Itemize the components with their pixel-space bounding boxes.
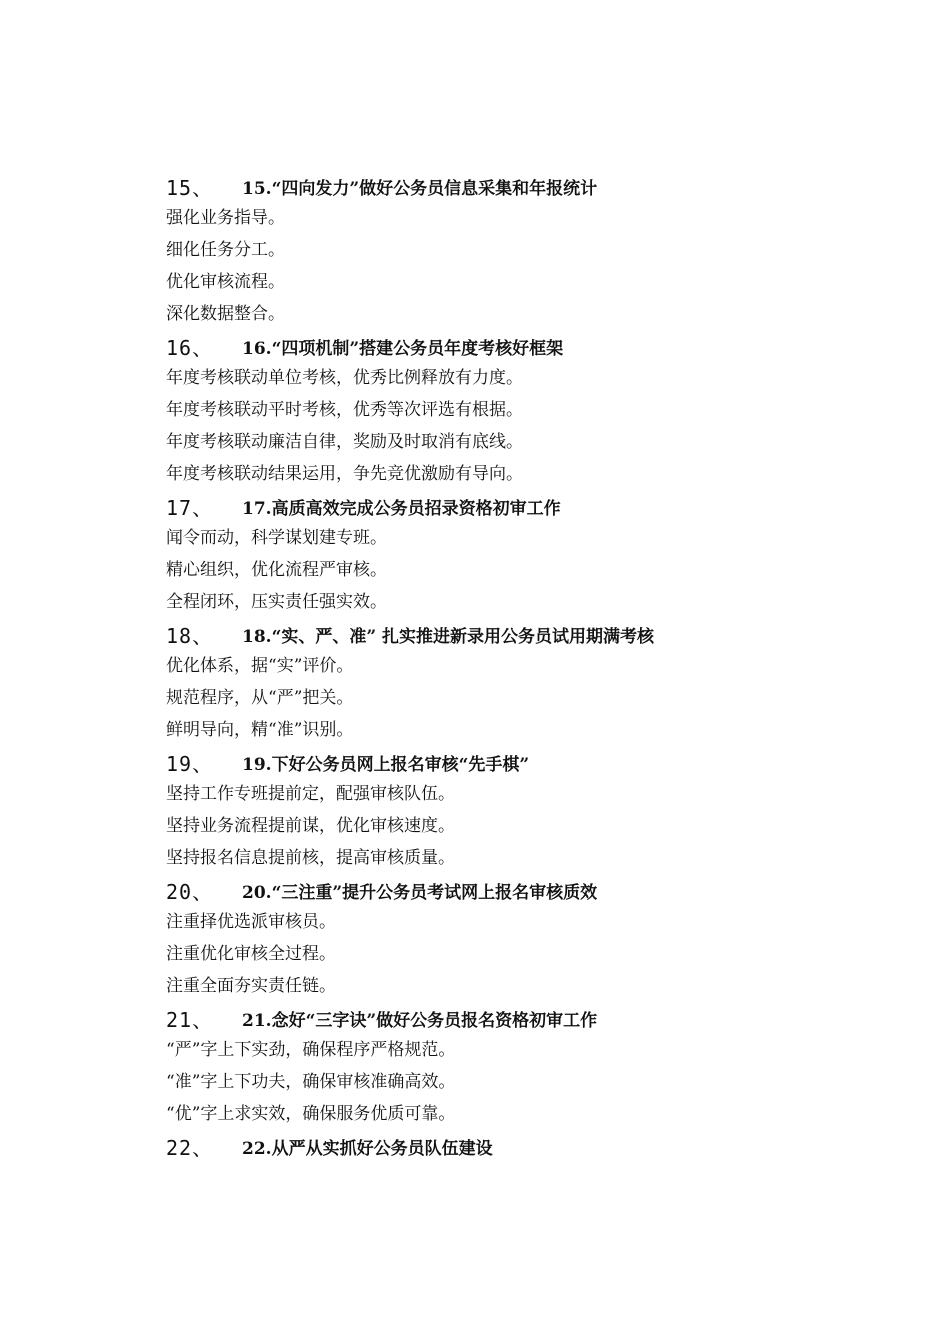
- list-item: 年度考核联动平时考核，优秀等次评选有根据。: [166, 400, 523, 420]
- section-heading: [166, 618, 886, 650]
- section-title: 15.“四向发力”做好公务员信息采集和年报统计: [242, 178, 598, 199]
- list-item: 细化任务分工。: [166, 240, 285, 260]
- document-page: [166, 170, 886, 1162]
- section-heading: [166, 490, 886, 522]
- list-item: 年度考核联动单位考核，优秀比例释放有力度。: [166, 368, 523, 388]
- section-number: 18、: [166, 623, 214, 648]
- section-title: 19.下好公务员网上报名审核“先手棋”: [242, 754, 530, 775]
- section-number: 21、: [166, 1007, 214, 1032]
- list-item: 优化体系，据“实”评价。: [166, 656, 354, 676]
- list-item: 强化业务指导。: [166, 208, 285, 228]
- section-title: 16.“四项机制”搭建公务员年度考核好框架: [242, 338, 564, 359]
- section-22: [166, 1130, 886, 1162]
- list-item: 优化审核流程。: [166, 272, 285, 292]
- section-16: [166, 330, 886, 490]
- section-title: 20.“三注重”提升公务员考试网上报名审核质效: [242, 882, 598, 903]
- section-heading: [166, 1130, 886, 1162]
- list-item: “准”字上下功夫，确保审核准确高效。: [166, 1072, 456, 1092]
- section-number: 19、: [166, 751, 214, 776]
- list-item: 鲜明导向，精“准”识别。: [166, 720, 354, 740]
- section-heading: [166, 1002, 886, 1034]
- section-21: [166, 1002, 886, 1130]
- list-item: 注重优化审核全过程。: [166, 944, 336, 964]
- section-number: 22、: [166, 1135, 214, 1160]
- list-item: 注重全面夯实责任链。: [166, 976, 336, 996]
- section-heading: [166, 170, 886, 202]
- list-item: 年度考核联动廉洁自律，奖励及时取消有底线。: [166, 432, 523, 452]
- section-number: 15、: [166, 175, 214, 200]
- list-item: 深化数据整合。: [166, 304, 285, 324]
- section-15: [166, 170, 886, 330]
- list-item: 精心组织，优化流程严审核。: [166, 560, 387, 580]
- section-number: 16、: [166, 335, 214, 360]
- section-heading: [166, 874, 886, 906]
- section-17: [166, 490, 886, 618]
- list-item: 规范程序，从“严”把关。: [166, 688, 354, 708]
- list-item: “严”字上下实劲，确保程序严格规范。: [166, 1040, 456, 1060]
- section-18: [166, 618, 886, 746]
- list-item: 坚持业务流程提前谋，优化审核速度。: [166, 816, 455, 836]
- section-title: 21.念好“三字诀”做好公务员报名资格初审工作: [242, 1010, 598, 1031]
- section-title: 17.高质高效完成公务员招录资格初审工作: [242, 498, 561, 519]
- list-item: 全程闭环，压实责任强实效。: [166, 592, 387, 612]
- section-number: 20、: [166, 879, 214, 904]
- section-20: [166, 874, 886, 1002]
- section-number: 17、: [166, 495, 214, 520]
- list-item: “优”字上求实效，确保服务优质可靠。: [166, 1104, 456, 1124]
- section-heading: [166, 330, 886, 362]
- section-title: 22.从严从实抓好公务员队伍建设: [242, 1138, 493, 1159]
- list-item: 坚持报名信息提前核，提高审核质量。: [166, 848, 455, 868]
- list-item: 坚持工作专班提前定，配强审核队伍。: [166, 784, 455, 804]
- section-heading: [166, 746, 886, 778]
- list-item: 闻令而动，科学谋划建专班。: [166, 528, 387, 548]
- list-item: 注重择优选派审核员。: [166, 912, 336, 932]
- section-title: 18.“实、严、准” 扎实推进新录用公务员试用期满考核: [242, 626, 655, 647]
- section-19: [166, 746, 886, 874]
- list-item: 年度考核联动结果运用，争先竞优激励有导向。: [166, 464, 523, 484]
